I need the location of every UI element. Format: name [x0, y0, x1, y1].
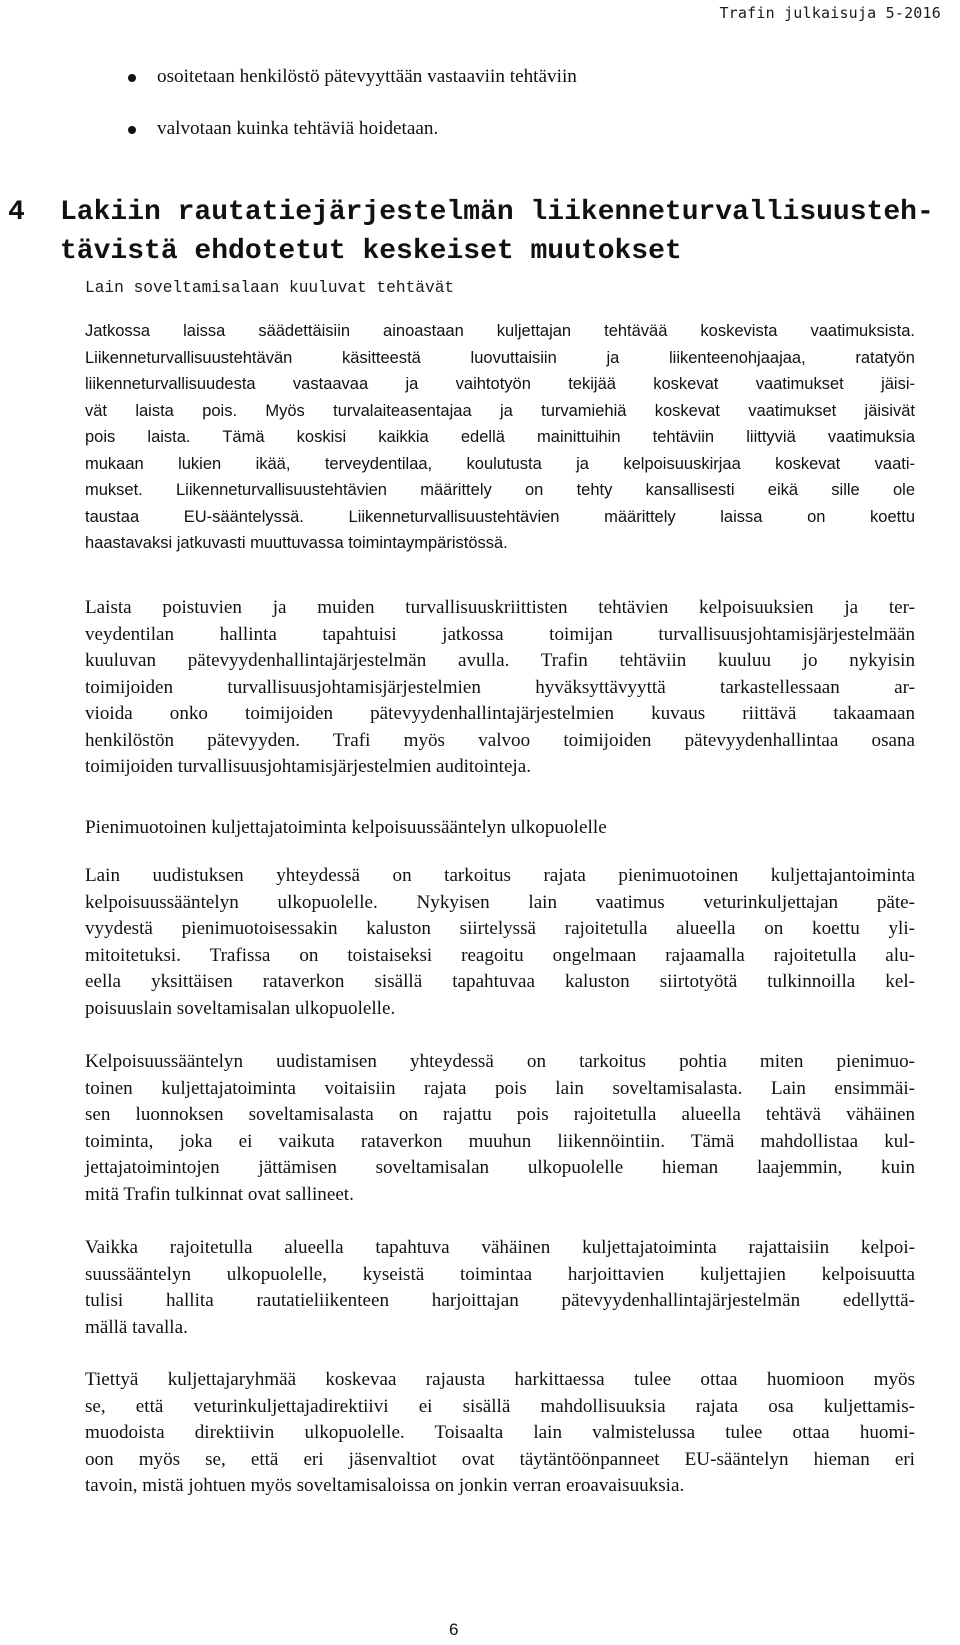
- text-line: toinen kuljettajatoiminta voitaisiin rajata pois lain soveltamisalasta. Lain ensimmäi-: [85, 1077, 915, 1099]
- text-line: eella yksittäisen rataverkon sisällä tapahtuvaa kaluston siirtotyötä tulkinnoilla kel-: [85, 971, 915, 992]
- chapter-number: 4: [8, 197, 25, 228]
- text-line: Liikenneturvallisuustehtävän käsitteestä luovuttaisiin ja liikenteenohjaajaa, ratatyön: [85, 348, 915, 367]
- text-line: jettajatoimintojen jättämisen soveltamisalan ulkopuolelle hieman laajemmin, kuin: [85, 1157, 915, 1178]
- text-line: kelpoisuussääntelyn ulkopuolelle. Nykyisen lain vaatimus veturinkuljettajan päte-: [85, 891, 915, 913]
- text-line: muodoista direktiivin ulkopuolelle. Toisaalta lain valmistelussa tulee ottaa huomi-: [85, 1422, 915, 1443]
- bullet-text: valvotaan kuinka tehtäviä hoidetaan.: [157, 118, 439, 139]
- text-line: henkilöstön pätevyyden. Trafi myös valvoo toimijoiden pätevyydenhallintaa osana: [85, 729, 915, 751]
- text-line: Laista poistuvien ja muiden turvallisuuskriittisten tehtävien kelpoisuuksien ja ter-: [85, 597, 915, 618]
- text-line: vioida onko toimijoiden pätevyydenhallintajärjestelmien kuvaus riittävä takaamaan: [85, 703, 915, 724]
- paragraph-scope: [85, 318, 915, 557]
- text-line: vyydestä pienimuotoisessakin kaluston siirtelyssä rajoitetulla alueella on koettu yli-: [85, 918, 915, 939]
- paragraph-directive: [85, 1367, 915, 1500]
- text-line: mukaan lukien ikää, terveydentilaa, koulutusta ja kelpoisuuskirjaa koskevat vaati-: [85, 454, 915, 473]
- text-line: mällä tavalla.: [85, 1316, 188, 1338]
- bullet-icon: [128, 126, 136, 134]
- text-line: toimijoiden turvallisuusjohtamisjärjestelmien auditointeja.: [85, 756, 531, 777]
- text-line: sen luonnoksen soveltamisalasta on rajattu pois rajoitetulla alueella tehtävä vähäinen: [85, 1104, 915, 1125]
- list-item: [0, 62, 960, 114]
- text-line: veydentilan hallinta tapahtuisi jatkossa toimijan turvallisuusjohtamisjärjestelmään: [85, 623, 915, 645]
- text-line: tulisi hallita rautatieliikenteen harjoittajan pätevyydenhallintajärjestelmän edellyttä-: [85, 1290, 915, 1311]
- text-line: haastavaksi jatkuvasti muuttuvassa toimintaympäristössä.: [85, 534, 508, 552]
- text-line: mitä Trafin tulkinnat ovat sallineet.: [85, 1183, 354, 1205]
- text-line: Vaikka rajoitetulla alueella tapahtuva vähäinen kuljettajatoiminta rajattaisiin kelpoi-: [85, 1237, 915, 1258]
- page-number: 6: [449, 1620, 459, 1639]
- bullet-text: osoitetaan henkilöstö pätevyyttään vastaaviin tehtäviin: [157, 66, 577, 87]
- paragraph-restricted-area: [85, 1235, 915, 1341]
- bullet-list: [0, 62, 960, 166]
- text-line: tavoin, mistä johtuen myös soveltamisaloissa on jonkin verran eroavaisuuksia.: [85, 1475, 685, 1496]
- text-line: Jatkossa laissa säädettäisiin ainoastaan kuljettajan tehtävää koskevista vaatimuksista.: [85, 322, 915, 340]
- text-line: pois laista. Tämä koskisi kaikkia edellä mainittuihin tehtäviin liittyviä vaatimuksia: [85, 428, 915, 446]
- chapter-title-line: Lakiin rautatiejärjestelmän liikenneturvallisuusteh-: [60, 197, 934, 228]
- text-line: se, että veturinkuljettajadirektiivi ei sisällä mahdollisuuksia rajata osa kuljettamis-: [85, 1395, 915, 1417]
- text-line: vät laista pois. Myös turvalaiteasentajaa ja turvamiehiä koskevat vaatimukset jäisivät: [85, 401, 915, 420]
- text-line: taustaa EU-sääntelyssä. Liikenneturvallisuustehtävien määrittely laissa on koettu: [85, 507, 915, 526]
- text-line: oon myös se, että eri jäsenvaltiot ovat täytäntöönpanneet EU-sääntelyn hieman eri: [85, 1448, 915, 1470]
- text-line: liikenneturvallisuudesta vastaavaa ja vaihtotyön tekijää koskevat vaatimukset jäisi-: [85, 375, 915, 393]
- text-line: kuuluvan pätevyydenhallintajärjestelmän avulla. Trafin tehtäviin kuuluu jo nykyisin: [85, 650, 915, 671]
- paragraph-reform: [85, 1049, 915, 1208]
- text-line: Tiettyä kuljettajaryhmää koskevaa rajausta harkittaessa tulee ottaa huomioon myös: [85, 1369, 915, 1390]
- chapter-title-line: tävistä ehdotetut keskeiset muutokset: [60, 236, 682, 267]
- text-line: Kelpoisuussääntelyn uudistamisen yhteydessä on tarkoitus pohtia miten pienimuo-: [85, 1051, 915, 1072]
- section-heading-scope: Lain soveltamisalaan kuuluvat tehtävät: [85, 279, 455, 297]
- text-line: suussääntelyn ulkopuolelle, kyseistä toimintaa harjoittavien kuljettajien kelpoisuutta: [85, 1263, 915, 1285]
- text-line: toimijoiden turvallisuusjohtamisjärjestelmien hyväksyttävyyttä tarkastellessaan ar-: [85, 676, 915, 698]
- text-line: Lain uudistuksen yhteydessä on tarkoitus rajata pienimuotoinen kuljettajantoiminta: [85, 865, 915, 886]
- page-header: Trafin julkaisuja 5-2016: [719, 4, 941, 22]
- list-item: [0, 114, 960, 166]
- section-heading-small-scale: Pienimuotoinen kuljettajatoiminta kelpoisuussääntelyn ulkopuolelle: [85, 817, 607, 838]
- text-line: mukset. Liikenneturvallisuustehtävien määrittely on tehty kansallisesti eikä sille ole: [85, 481, 915, 499]
- text-line: mitoitetuksi. Trafissa on toistaiseksi reagoitu ongelmaan rajaamalla rajoitetulla alu-: [85, 944, 915, 966]
- paragraph-competence: [85, 595, 915, 781]
- text-line: toiminta, joka ei vaikuta rataverkon muuhun liikennöintiin. Tämä mahdollistaa kul-: [85, 1130, 915, 1152]
- bullet-icon: [128, 74, 136, 82]
- text-line: poisuuslain soveltamisalan ulkopuolelle.: [85, 997, 396, 1019]
- paragraph-small-scale: [85, 863, 915, 1022]
